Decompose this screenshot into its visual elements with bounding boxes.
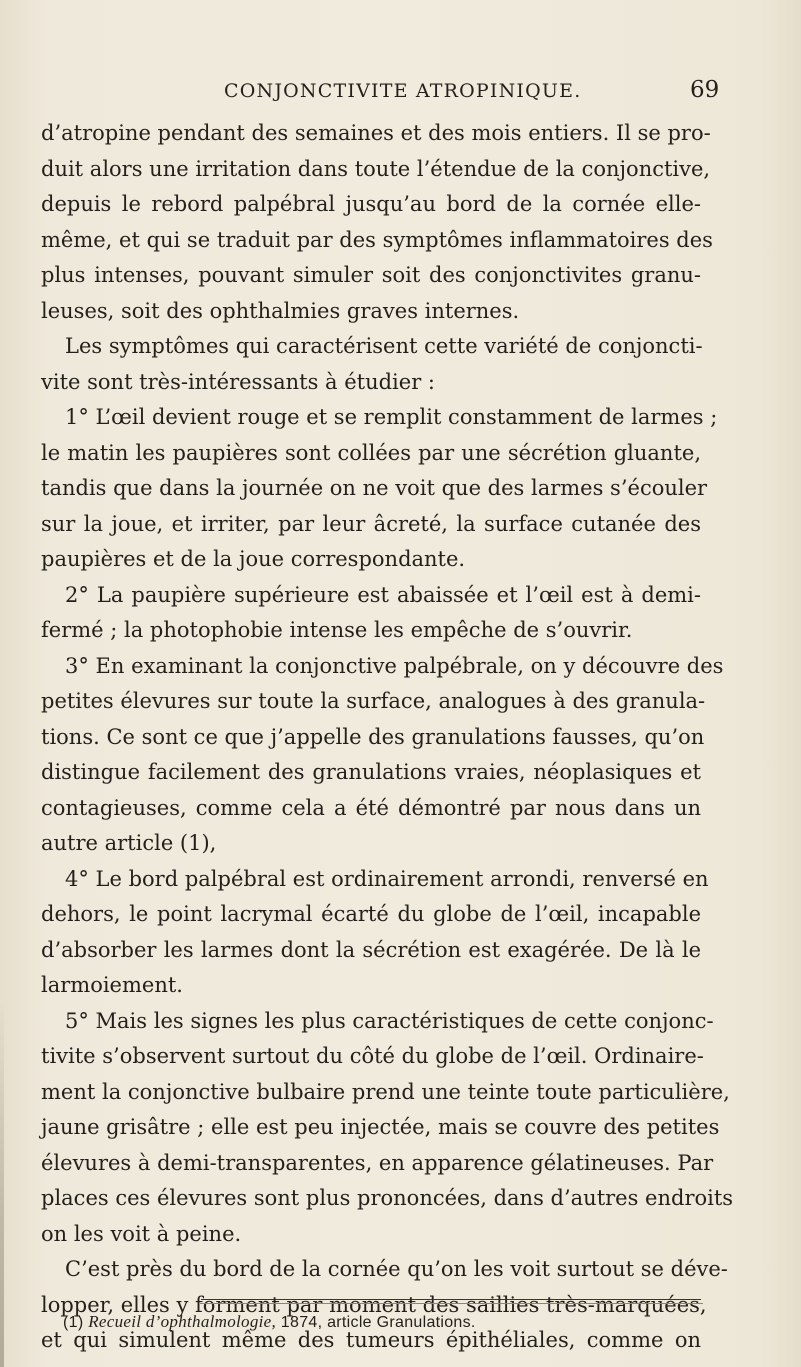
running-head [0, 77, 801, 110]
text-line: élevures à demi-transparentes, en apparence gélatineuses. Par [41, 1150, 714, 1175]
running-title: CONJONCTIVITE ATROPINIQUE. [224, 80, 582, 102]
text-line: plus intenses, pouvant simuler soit des conjonctivites granu- [41, 263, 701, 287]
footnote-rule-shadow [200, 1303, 703, 1304]
text-line: larmoiement. [41, 973, 183, 997]
text-line: d’atropine pendant des semaines et des mois entiers. Il se pro- [41, 121, 711, 145]
text-line: tandis que dans la journée on ne voit que des larmes s’écouler [41, 476, 708, 500]
text-line: autre article (1), [41, 831, 217, 855]
text-line: C’est près du bord de la cornée qu’on les voit surtout se déve- [65, 1257, 728, 1281]
text-line: distingue facilement des granulations vraies, néoplasiques et [41, 760, 701, 784]
text-line: Les symptômes qui caractérisent cette variété de conjoncti- [65, 334, 703, 358]
text-line: dehors, le point lacrymal écarté du globe de l’œil, incapable [41, 902, 701, 926]
text-line: places ces élevures sont plus prononcées, dans d’autres endroits [41, 1186, 734, 1210]
footnote-marker: (1) [63, 1314, 84, 1331]
text-line: paupières et de la joue correspondante. [41, 547, 466, 571]
text-line: le matin les paupières sont collées par une sécrétion gluante, [41, 440, 701, 465]
page-edge-shadow [0, 1000, 4, 1367]
text-line: lopper, elles y forment par moment des saillies très-marquées, [41, 1292, 707, 1317]
footnote-rule [201, 1299, 701, 1300]
text-line: duit alors une irritation dans toute l’étendue de la conjonctive, [41, 156, 711, 181]
text-line: tions. Ce sont ce que j’appelle des granulations fausses, qu’on [41, 724, 705, 749]
footnote [63, 1312, 476, 1332]
page-number: 69 [690, 77, 720, 103]
text-line: leuses, soit des ophthalmies graves internes. [41, 298, 520, 323]
text-line: jaune grisâtre ; elle est peu injectée, mais se couvre des petites [41, 1115, 720, 1139]
text-line: contagieuses, comme cela a été démontré par nous dans un [41, 795, 701, 820]
text-line: d’absorber les larmes dont la sécrétion est exagérée. De là le [41, 937, 701, 962]
body-text [41, 116, 734, 1359]
text-line: on les voit à peine. [41, 1221, 242, 1246]
text-line: 5° Mais les signes les plus caractéristiques de cette conjonc- [65, 1008, 714, 1033]
text-line: ment la conjonctive bulbaire prend une teinte toute particulière, [41, 1079, 730, 1104]
text-line: vite sont très-intéressants à étudier : [41, 369, 435, 394]
text-line: tivite s’observent surtout du côté du globe de l’œil. Ordinaire- [41, 1044, 704, 1068]
text-line: 4° Le bord palpébral est ordinairement arrondi, renversé en [65, 866, 709, 891]
text-line: 3° En examinant la conjonctive palpébrale, on y découvre des [65, 653, 724, 678]
text-line: 2° La paupière supérieure est abaissée et l’œil est à demi- [65, 582, 701, 607]
text-line: et qui simulent même des tumeurs épithéliales, comme on [41, 1328, 701, 1352]
text-line: fermé ; la photophobie intense les empêche de s’ouvrir. [41, 618, 633, 642]
text-line: 1° L’œil devient rouge et se remplit constamment de larmes ; [65, 405, 718, 429]
text-line: depuis le rebord palpébral jusqu’au bord de la cornée elle- [41, 192, 701, 216]
footnote-text: 1874, article Granulations. [276, 1314, 476, 1331]
text-line: sur la joue, et irriter, par leur âcreté, la surface cutanée des [41, 511, 701, 536]
text-line: même, et qui se traduit par des symptômes inflammatoires des [41, 227, 713, 252]
text-line: petites élevures sur toute la surface, analogues à des granula- [41, 689, 706, 713]
footnote-source: Recueil d’ophthalmologie, [88, 1312, 277, 1331]
